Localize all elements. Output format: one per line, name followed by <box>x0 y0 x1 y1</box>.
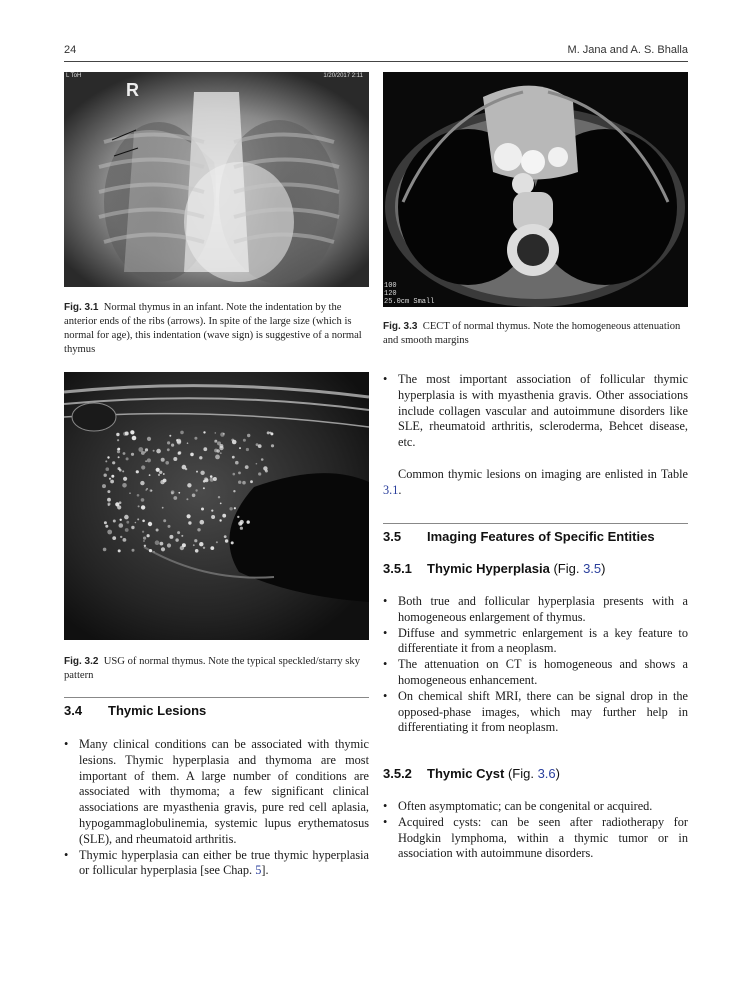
list-item: • Often asymptomatic; can be congenital or acquired. <box>383 799 688 815</box>
list-item: • Many clinical conditions can be associated with thymic lesions. Thymic hyperplasia and thymoma are most important of them. A large number of conditions are associated with thymoma; a few significant clinical associations are myasthenia gravis, pure red cell aplasia, hypogammaglobulinemia, systemic lupus erythematosus (SLE), and rheumatoid arthritis. <box>64 737 369 848</box>
figure-3-2-caption-text: USG of normal thymus. Note the typical speckled/starry sky pattern <box>64 656 361 681</box>
figure-3-1-caption <box>64 301 369 357</box>
xray-corner-right: 1/20/2017 2:11 <box>323 73 363 79</box>
section-3-5-1-title: Thymic Hyperplasia <box>427 561 550 576</box>
fig-3-5-link[interactable]: 3.5 <box>583 561 602 576</box>
figure-3-3-ct-scan <box>383 72 688 307</box>
figure-3-1-chest-xray <box>64 72 369 287</box>
section-3-5-2-number: 3.5.2 <box>383 766 412 781</box>
paragraph-text-end: . <box>398 482 402 497</box>
section-3-5-rule <box>383 523 688 524</box>
list-item: • The attenuation on CT is homogeneous and shows a homogeneous enhancement. <box>383 657 688 689</box>
section-3-5-2-list <box>383 799 688 862</box>
list-item: • On chemical shift MRI, there can be signal drop in the opposed-phase images, which may further help in differentiating it from neoplasm. <box>383 689 688 736</box>
section-3-4-list <box>64 737 369 879</box>
list-item: • Acquired cysts: can be seen after radiotherapy for Hodgkin lymphoma, within a thymic tumor or in association with autoimmune disorders. <box>383 815 688 862</box>
section-3-4-title: Thymic Lesions <box>108 703 207 718</box>
ct-overlay-line-1: 100 <box>384 282 397 290</box>
list-item: • The most important association of follicular thymic hyperplasia is with myasthenia gravis. Other associations include collagen vascular and autoimmune disorders like SLE, rheumatoid arthritis, scleroderma, Behcet disease, etc. <box>383 372 688 451</box>
section-3-5-2-title: Thymic Cyst <box>427 766 505 781</box>
ct-overlay-line-3: 25.0cm Small <box>384 298 435 306</box>
section-3-5-title: Imaging Features of Specific Entities <box>427 529 655 544</box>
paragraph-text: Common thymic lesions on imaging are enlisted in Table <box>398 467 688 481</box>
section-3-5-1-list <box>383 594 688 736</box>
figure-3-2-caption <box>64 655 369 683</box>
fig-ref-open: (Fig. <box>507 766 538 781</box>
figure-3-1-caption-text: Normal thymus in an infant. Note the indentation by the anterior ends of the ribs (arrows). In spite of the large size (which is normal for age), this indentation (wave sign) is suggestive of a normal thymus <box>64 302 362 355</box>
figure-3-1-label: Fig. 3.1 <box>64 302 99 313</box>
figure-3-2-ultrasound <box>64 372 369 640</box>
list-item <box>64 848 369 880</box>
figure-3-3-caption <box>383 320 688 348</box>
list-item: • Diffuse and symmetric enlargement is a key feature to differentiate it from a neoplasm. <box>383 626 688 658</box>
section-3-5-1-number: 3.5.1 <box>383 561 412 576</box>
fig-ref-open: (Fig. <box>553 561 584 576</box>
list-item: • Both true and follicular hyperplasia presents with a homogeneous enlargement of thymus. <box>383 594 688 626</box>
running-head-authors: M. Jana and A. S. Bhalla <box>567 44 688 56</box>
right-top-list <box>383 372 688 451</box>
fig-ref-close: ) <box>601 561 606 576</box>
section-3-5-heading <box>383 529 655 544</box>
fig-3-6-link[interactable]: 3.6 <box>537 766 556 781</box>
section-3-5-number: 3.5 <box>383 529 402 544</box>
figure-3-3-label: Fig. 3.3 <box>383 321 418 332</box>
section-3-4-rule <box>64 697 369 698</box>
chapter-5-link[interactable]: 5 <box>255 863 262 878</box>
xray-corner-left: L ToH <box>66 73 82 79</box>
figure-3-3-caption-text: CECT of normal thymus. Note the homogeneous attenuation and smooth margins <box>383 321 681 346</box>
table-3-1-link[interactable]: 3.1 <box>383 482 399 497</box>
table-reference-paragraph <box>383 467 688 499</box>
fig-ref-close: ) <box>555 766 560 781</box>
section-3-5-2-heading <box>383 766 560 781</box>
xray-marker-r: R <box>126 80 139 100</box>
page-number: 24 <box>64 44 77 56</box>
section-3-4-number: 3.4 <box>64 703 83 718</box>
list-item-text: Thymic hyperplasia can either be true thymic hyperplasia or follicular hyperplasia [see Chap. <box>79 847 369 878</box>
section-3-5-1-heading <box>383 561 606 576</box>
header-rule <box>64 61 688 62</box>
list-item-text-end: ]. <box>261 863 269 878</box>
ct-overlay-line-2: 120 <box>384 290 397 298</box>
figure-3-2-label: Fig. 3.2 <box>64 656 99 667</box>
section-3-4-heading <box>64 703 206 718</box>
